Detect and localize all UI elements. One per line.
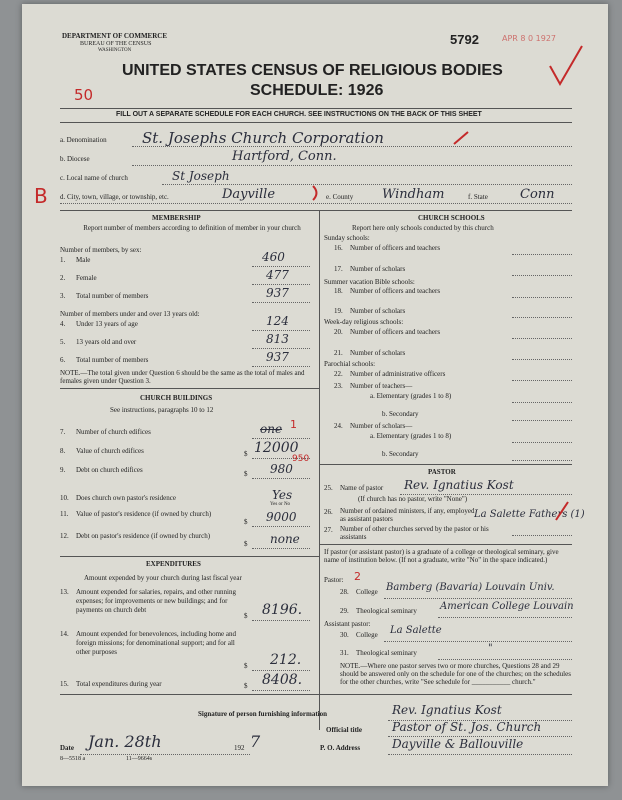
row-4-num: 4. xyxy=(60,320,66,328)
city-label: WASHINGTON xyxy=(98,48,132,53)
year-digit: 7 xyxy=(250,732,261,751)
assistant-ministers-value: La Salette Fathers (1) xyxy=(474,509,585,520)
po-address-value: Dayville & Ballouville xyxy=(392,737,524,751)
by-sex-label: Number of members, by sex: xyxy=(60,246,142,254)
church-edifices-correction: 1 xyxy=(290,418,297,431)
teachers-secondary-label: b. Secondary xyxy=(382,410,419,418)
summer-schools-label: Summer vacation Bible schools: xyxy=(324,278,415,286)
pastor-name-value: Rev. Ignatius Kost xyxy=(404,478,514,492)
signature-value: Rev. Ignatius Kost xyxy=(392,703,502,717)
membership-note: NOTE.—The total given under Question 6 should be the same as the total of males and females given under Question 3. xyxy=(60,369,305,385)
assistant-college-label: College xyxy=(356,631,378,639)
denomination-label: a. Denomination xyxy=(60,136,107,144)
sunday-schools-label: Sunday schools: xyxy=(324,234,370,242)
sunday-officers-label: Number of officers and teachers xyxy=(350,244,441,252)
expenditures-intro: Amount expended by your church during last fiscal year xyxy=(84,574,242,582)
official-title-value: Pastor of St. Jos. Church xyxy=(392,720,542,734)
value-edifices-value: 12000 xyxy=(254,440,299,456)
census-form: DEPARTMENT OF COMMERCE BUREAU OF THE CENSUS WASHINGTON 5792 APR 8 0 1927 UNITED STATES CENSUS OF RELIGIOUS BODIES SCHEDULE: 1926 50 FILL OUT A SEPARATE SCHEDULE FOR EACH CHURCH. SEE INSTRUCTIONS ON THE BACK OF THIS SHEET a. Denomination St. Josephs Church Corporation b. Diocese Hartford, Conn. c. Local name of church St Joseph d. City, town, village, or township, etc. Dayville e. County Windham f. State Conn B MEMBERSHIP Report number of members according to definition of member in your church Number of members, by sex: 1. Male 460 2. Female 477 3. Total number of members 937 Number of members under and over 13 years old: 4. Under 13 years of age 124 5. 13 years old and over 813 6. Total number of members 937 NOTE.—The total given under Question 6 should be the same as the total of males and females given under Question 3. CHURCH BUILDINGS See instructions, paragraphs 10 to 12 7. Number of church edifices one 1 8. Value of church edifices $ 12000 9. Debt on church edifices $ 980 950 10. Does church own pastor's residence Yes Yes or No 11. Value of pastor's residence (if owned by church) $ 9000 12. Debt on pastor's residence (if owned by church) $ none EXPENDITURES Amount expended by your church during last fiscal year 13. Amount expended for salaries, repairs, and other running expenses; for improvements or new buildings; and for payments on church debt $ 8196. 14. Amount expended for benevolences, including home and foreign missions; for denominational support; and for all other purposes $ 212. 15. Total expenditures during year $ 8408. CHURCH SCHOOLS Report here only schools conducted by this church Sunday schools: 16. Number of officers and teachers 17. Number of scholars Summer vacation Bible schools: 18. Number of officers and teachers 19. Number of scholars Week-day religious schools: 20. Number of officers and teachers 21. Number of scholars Parochial schools: 22. Number of administrative officers 23. Number of teachers— a. Elementary (grades 1 to 8) b. Secondary 24. Number of scholars— a. Elementary (grades 1 to 8) b. Secondary PASTOR 25. Name of pastor Rev. Ignatius Kost (If church has no pastor, write "None") 26. Number of ordained ministers, if any, employed as assistant pastors La Salette Fathers (1) 27. Number of other churches served by the pastor or his assistants If pastor (or assistant pastor) is a graduate of a college or theological seminary, give name of institution below. (If not a graduate, write "No" in the space indicated.) Pastor: 2 28. College Bamberg (Bavaria) Louvain Univ. 29. Theological seminary American College Louvain Assistant pastor: 30. College La Salette 31. Theological seminary " NOTE.—Where one pastor serves two or more churches, Questions 28 and 29 should be answered only on the schedule for one of the churches; on the schedules for the other churches, write "See schedule for ___________ church." Signature of person furnishing information Rev. Ignatius Kost Official title Pastor of St. Jos. Church Date Jan. 28th 192 7 P. O. Address Dayville & Ballouville 8—5518 a 11—9664s xyxy=(22,4,608,786)
assistant-ministers-label: Number of ordained ministers, if any, employed as assistant pastors xyxy=(340,507,475,523)
female-label: Female xyxy=(76,274,97,282)
local-name-label: c. Local name of church xyxy=(60,174,128,182)
bureau-label: BUREAU OF THE CENSUS xyxy=(80,41,152,47)
pastor-note: NOTE.—Where one pastor serves two or more churches, Questions 28 and 29 should be answered only on the schedule for one of the churches; on the schedules for the other churches, write "See schedule for ___________ church." xyxy=(340,662,571,686)
row-3-num: 3. xyxy=(60,292,66,300)
male-value: 460 xyxy=(262,250,285,264)
owns-residence-label: Does church own pastor's residence xyxy=(76,494,177,502)
pastor-college-label: College xyxy=(356,588,378,596)
pastor-seminary-value: American College Louvain xyxy=(440,601,574,612)
debt-edifices-correction: 950 xyxy=(292,454,310,464)
expenditures-title: EXPENDITURES xyxy=(146,560,201,568)
total-members-label: Total number of members xyxy=(76,292,149,300)
under-13-value: 124 xyxy=(266,314,289,328)
assistant-pastor-label: Assistant pastor: xyxy=(324,620,371,628)
pastor-mark: 2 xyxy=(354,570,361,583)
assistant-college-value: La Salette xyxy=(390,625,442,636)
parochial-teachers-label: Number of teachers— xyxy=(350,382,413,390)
instructions-line: FILL OUT A SEPARATE SCHEDULE FOR EACH CHURCH. SEE INSTRUCTIONS ON THE BACK OF THIS SHEET xyxy=(116,111,482,118)
state-label: f. State xyxy=(468,193,488,201)
pastor-college-value: Bamberg (Bavaria) Louvain Univ. xyxy=(386,582,555,593)
total-members-2-label: Total number of members xyxy=(76,356,149,364)
state-value: Conn xyxy=(520,187,555,202)
row-1-num: 1. xyxy=(60,256,66,264)
weekday-scholars-label: Number of scholars xyxy=(350,349,406,357)
sunday-scholars-label: Number of scholars xyxy=(350,265,406,273)
pastor-title: PASTOR xyxy=(428,468,456,476)
membership-title: MEMBERSHIP xyxy=(152,214,201,222)
received-stamp: APR 8 0 1927 xyxy=(502,34,557,43)
summer-officers-label: Number of officers and teachers xyxy=(350,287,441,295)
debt-edifices-value: 980 xyxy=(270,462,293,476)
form-code: 8—5518 a xyxy=(60,756,86,762)
print-code: 11—9664s xyxy=(126,756,153,762)
over-13-value: 813 xyxy=(266,332,289,346)
weekday-officers-label: Number of officers and teachers xyxy=(350,328,441,336)
signature-label: Signature of person furnishing information xyxy=(198,710,327,718)
running-expenses-value: 8196. xyxy=(262,602,303,618)
mark-50: 50 xyxy=(74,86,94,104)
parochial-scholars-label: Number of scholars— xyxy=(350,422,413,430)
assistant-seminary-value: " xyxy=(488,643,493,654)
under-13-label: Under 13 years of age xyxy=(76,320,138,328)
form-title: UNITED STATES CENSUS OF RELIGIOUS BODIES xyxy=(122,62,503,79)
owns-residence-value: Yes xyxy=(272,488,293,502)
membership-intro: Report number of members according to definition of member in your church xyxy=(83,224,301,232)
church-edifices-label: Number of church edifices xyxy=(76,428,151,436)
schools-intro: Report here only schools conducted by this church xyxy=(352,224,494,232)
total-members-2-value: 937 xyxy=(266,350,289,364)
official-title-label: Official title xyxy=(326,726,362,734)
date-value: Jan. 28th xyxy=(88,732,162,751)
pastor-label: Pastor: xyxy=(324,576,344,584)
scholars-elementary-label: a. Elementary (grades 1 to 8) xyxy=(370,432,452,440)
pastor-seminary-label: Theological seminary xyxy=(356,607,417,615)
benevolences-value: 212. xyxy=(270,652,302,668)
county-label: e. County xyxy=(326,193,354,201)
graduate-intro: If pastor (or assistant pastor) is a graduate of a college or theological seminary, give name of institution below. (If not a graduate, write "No" in the space indicated.) xyxy=(324,548,559,564)
total-members-value: 937 xyxy=(266,286,289,300)
year-prefix: 192 xyxy=(234,744,245,752)
benevolences-label: Amount expended for benevolences, including home and foreign missions; for denominational support; and for all other purposes xyxy=(76,630,236,656)
total-expenditures-value: 8408. xyxy=(262,672,303,688)
diocese-label: b. Diocese xyxy=(60,155,90,163)
age-head-label: Number of members under and over 13 years old: xyxy=(60,310,200,318)
female-value: 477 xyxy=(266,268,289,282)
department-label: DEPARTMENT OF COMMERCE xyxy=(62,32,168,40)
red-tick-icon xyxy=(452,130,472,150)
running-expenses-label: Amount expended for salaries, repairs, and other running expenses; for improvements or new buildings; and for payments on church debt xyxy=(76,588,236,614)
city-town-label: d. City, town, village, or township, etc. xyxy=(60,193,169,201)
summer-scholars-label: Number of scholars xyxy=(350,307,406,315)
red-tick-icon xyxy=(310,184,326,202)
pastor-none-hint: (If church has no pastor, write "None") xyxy=(358,495,468,503)
parochial-admin-label: Number of administrative officers xyxy=(350,370,446,378)
diocese-value: Hartford, Conn. xyxy=(232,149,337,164)
total-expenditures-label: Total expenditures during year xyxy=(76,680,162,688)
county-value: Windham xyxy=(382,187,445,202)
denomination-value: St. Josephs Church Corporation xyxy=(142,129,384,147)
yes-no-hint: Yes or No xyxy=(270,502,291,507)
scholars-secondary-label: b. Secondary xyxy=(382,450,419,458)
church-edifices-value: one xyxy=(260,422,283,436)
city-town-value: Dayville xyxy=(222,187,276,202)
red-tick-icon xyxy=(552,500,574,524)
checkmark-icon xyxy=(546,42,586,90)
debt-edifices-label: Debt on church edifices xyxy=(76,466,143,474)
buildings-title: CHURCH BUILDINGS xyxy=(140,394,213,402)
pastor-name-label: Name of pastor xyxy=(340,484,384,492)
value-residence-label: Value of pastor's residence (if owned by church) xyxy=(76,510,212,518)
row-2-num: 2. xyxy=(60,274,66,282)
schedule-title: SCHEDULE: 1926 xyxy=(250,82,384,99)
local-name-value: St Joseph xyxy=(172,169,230,183)
debt-residence-value: none xyxy=(270,532,300,546)
weekday-schools-label: Week-day religious schools: xyxy=(324,318,404,326)
debt-residence-label: Debt on pastor's residence (if owned by church) xyxy=(76,532,211,540)
other-churches-label: Number of other churches served by the pastor or his assistants xyxy=(340,525,489,541)
value-residence-value: 9000 xyxy=(266,510,297,524)
mark-b: B xyxy=(34,184,48,208)
assistant-seminary-label: Theological seminary xyxy=(356,649,417,657)
schools-title: CHURCH SCHOOLS xyxy=(418,214,485,222)
form-number: 5792 xyxy=(450,32,479,47)
value-edifices-label: Value of church edifices xyxy=(76,447,144,455)
date-label: Date xyxy=(60,744,74,752)
buildings-sub: See instructions, paragraphs 10 to 12 xyxy=(110,406,214,414)
row-5-num: 5. xyxy=(60,338,66,346)
po-address-label: P. O. Address xyxy=(320,744,361,752)
parochial-schools-label: Parochial schools: xyxy=(324,360,376,368)
male-label: Male xyxy=(76,256,91,264)
row-6-num: 6. xyxy=(60,356,66,364)
over-13-label: 13 years old and over xyxy=(76,338,137,346)
teachers-elementary-label: a. Elementary (grades 1 to 8) xyxy=(370,392,452,400)
